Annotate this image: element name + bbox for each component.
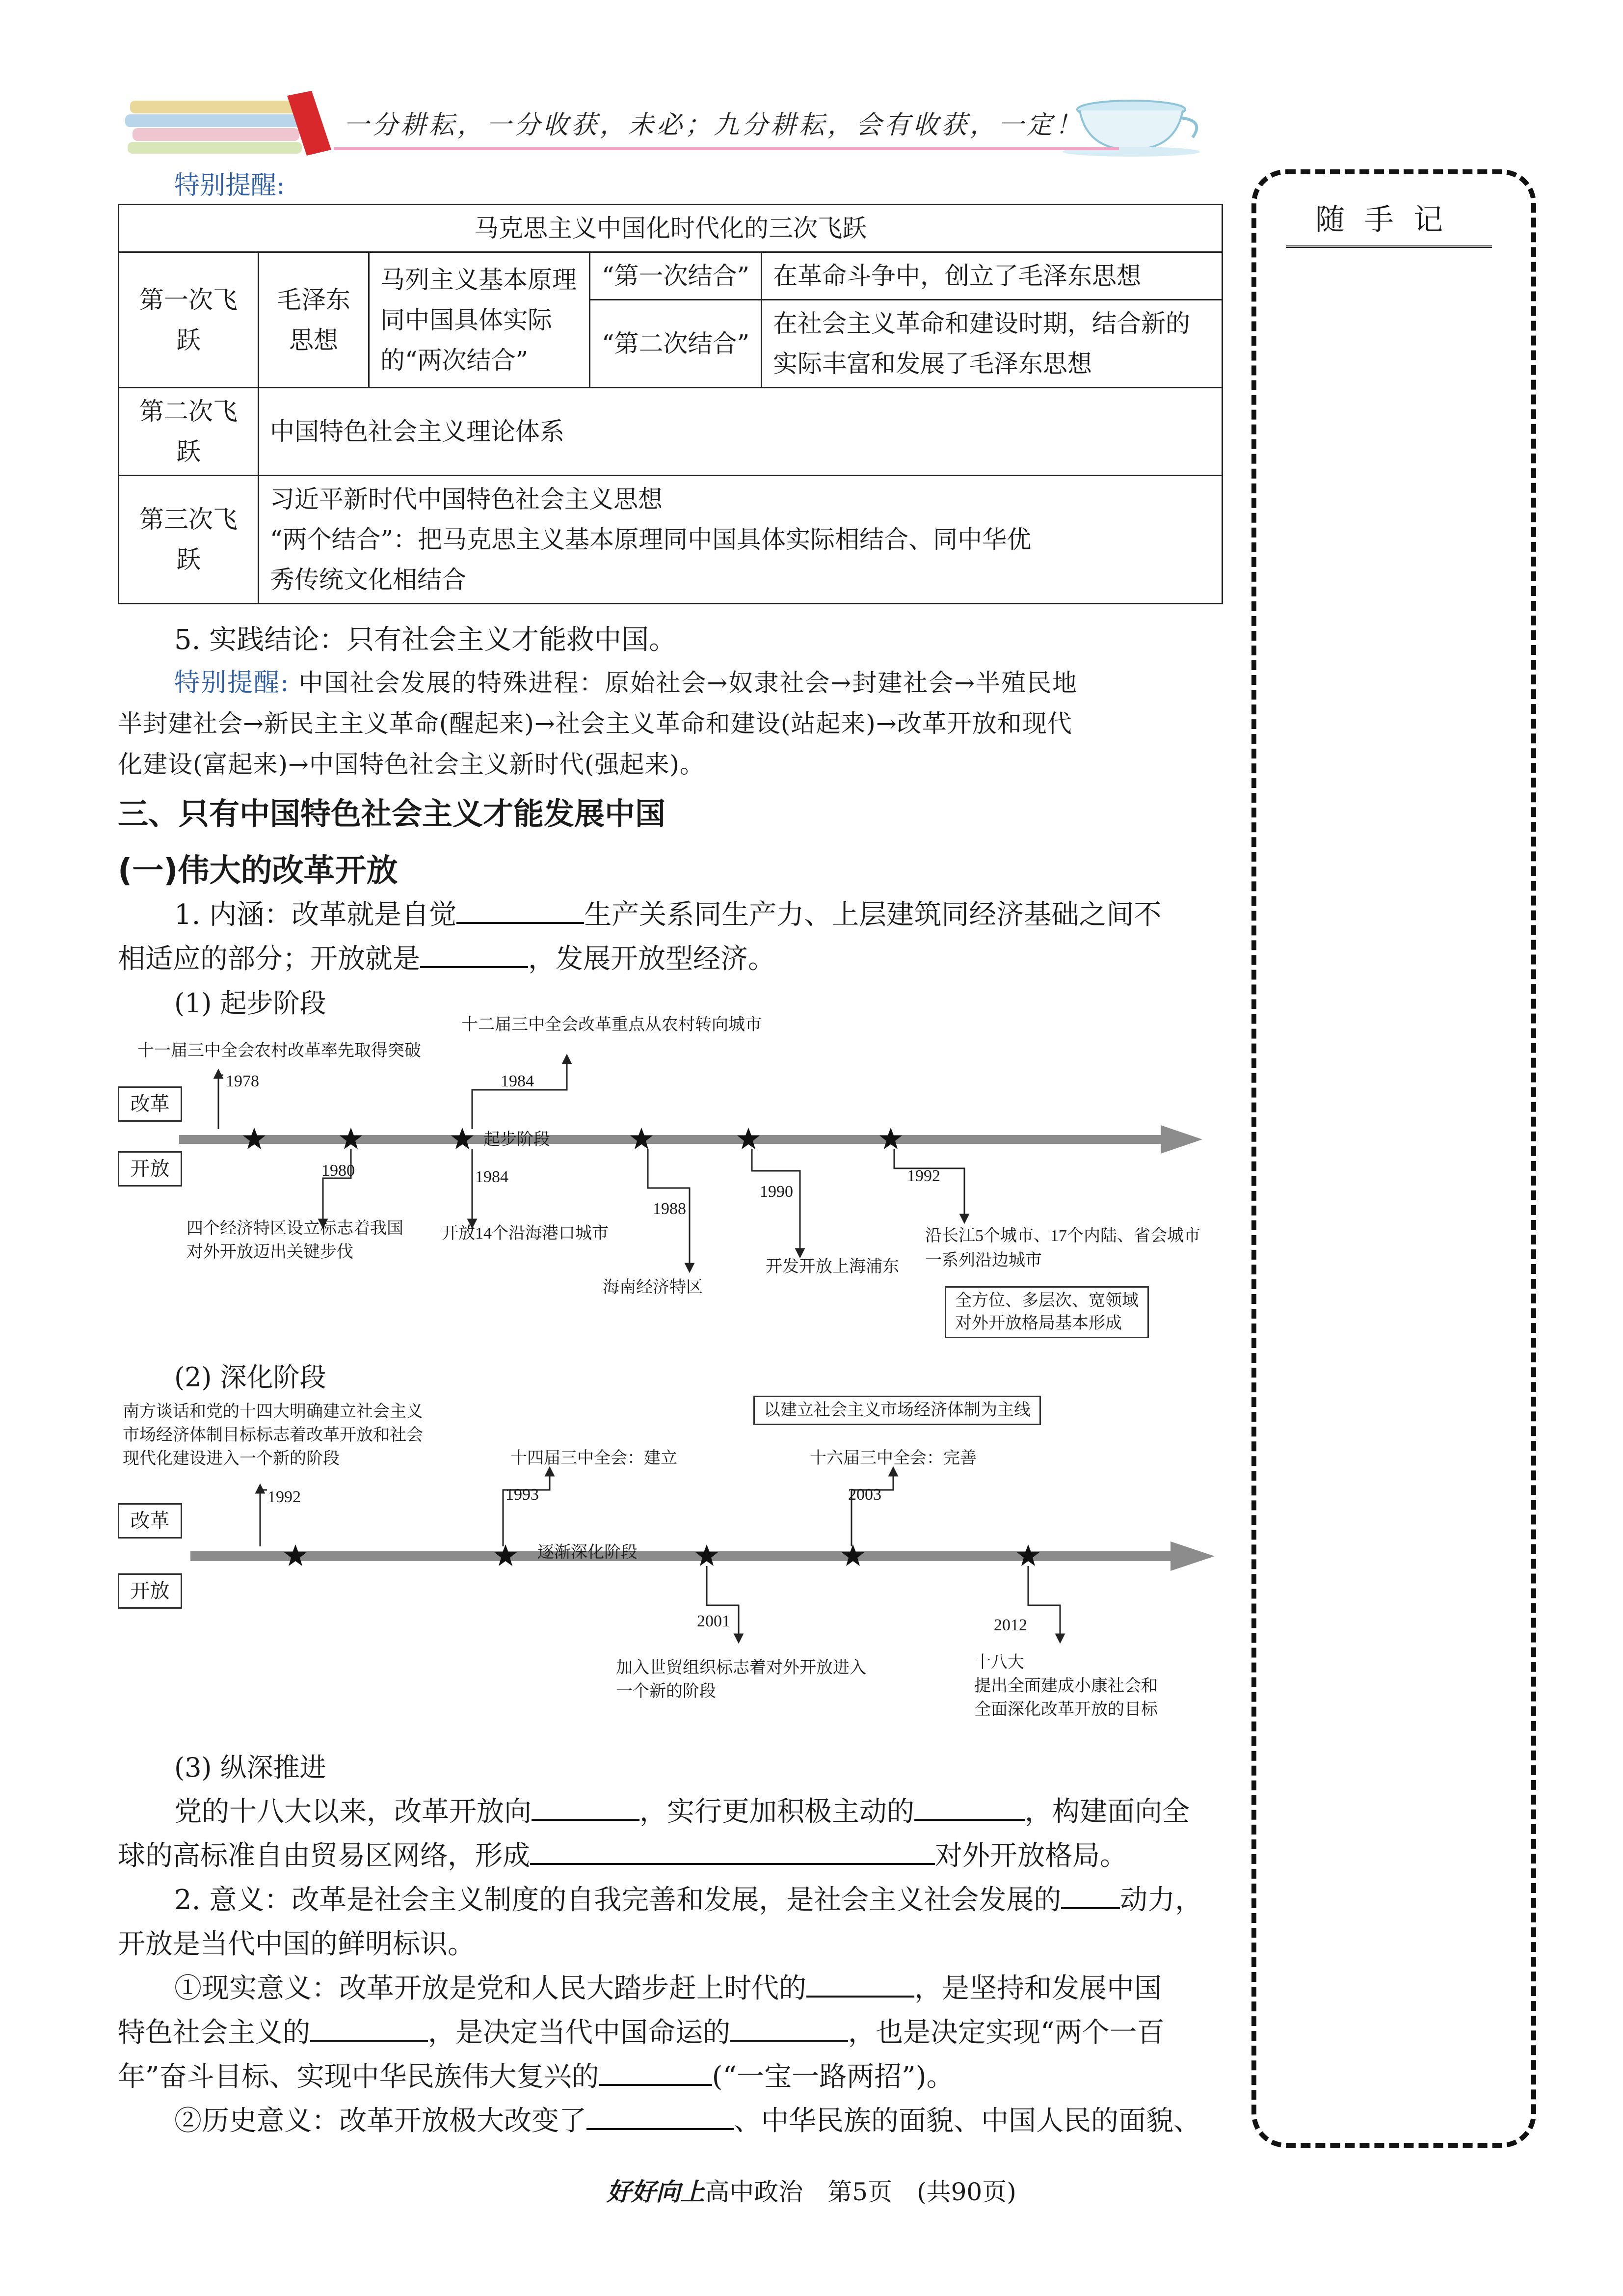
event-1988: 海南经济特区 (603, 1278, 703, 1297)
second-leap-content: 中国特色社会主义理论体系 (259, 388, 1223, 476)
answer-blank[interactable] (599, 2056, 712, 2086)
three-leaps-table (118, 204, 1223, 604)
year-2012: 2012 (994, 1616, 1027, 1634)
year-1978: 1978 (226, 1072, 259, 1090)
event-1992: 现代化建设进入一个新的阶段 (123, 1450, 340, 1468)
pattern-formed-box (945, 1286, 1149, 1338)
event-2001: 一个新的阶段 (616, 1682, 716, 1701)
event-1984-reform: 十二届三中全会改革重点从农村转向城市 (461, 1016, 762, 1034)
connotation-line-2 (118, 937, 775, 982)
answer-blank[interactable] (420, 939, 528, 968)
timeline-connector (218, 1075, 223, 1129)
first-leap-label: 第一次飞跃 (119, 252, 259, 388)
event-1993: 十四届三中全会：建立 (510, 1449, 677, 1467)
year-2001: 2001 (697, 1612, 730, 1630)
reminder-label-2: 特别提醒: (174, 668, 290, 698)
table-row (119, 388, 1223, 476)
notes-sidebar (1251, 169, 1536, 2148)
box-line: 全方位、多层次、宽领域 (955, 1292, 1139, 1310)
event-2001: 加入世贸组织标志着对外开放进入 (616, 1659, 866, 1677)
footer-text: 高中政治 第5页 (共90页) (705, 2178, 1016, 2206)
year-1984-open: 1984 (475, 1168, 508, 1186)
event-1978: 十一届三中全会农村改革率先取得突破 (137, 1042, 421, 1060)
subsection-heading: (一)伟大的改革开放 (118, 853, 398, 889)
footer-brand: 好好向上 (607, 2177, 705, 2206)
significance-text: ，是坚持和发展中国 (914, 1972, 1162, 2004)
stage-arrow-label: 逐渐深化阶段 (537, 1543, 638, 1562)
event-1980: 四个经济特区设立标志着我国 (186, 1219, 403, 1238)
timeline-connector (260, 1490, 267, 1546)
third-leap-label: 第三次飞跃 (119, 476, 259, 604)
answer-blank[interactable] (586, 2101, 734, 2130)
third-leap-content (259, 476, 1223, 604)
significance-text: ，是决定当代中国命运的 (428, 2017, 730, 2049)
stage-arrow-label: 起步阶段 (483, 1131, 550, 1149)
second-combination: “第二次结合” (590, 300, 762, 388)
year-1984-reform: 1984 (501, 1072, 534, 1090)
significance-text: ②历史意义：改革开放极大改变了 (174, 2105, 586, 2137)
significance-text: ①现实意义：改革开放是党和人民大踏步赶上时代的 (174, 1972, 806, 2004)
reminder-2-line: 半封建社会→新民主主义革命(醒起来)→社会主义革命和建设(站起来)→改革开放和现代 (118, 709, 1072, 738)
stage1-heading: (1) 起步阶段 (174, 988, 326, 1019)
answer-blank[interactable] (1061, 1880, 1120, 1909)
reminder-label-1: 特别提醒: (174, 171, 285, 200)
significance-text: 2. 意义：改革是社会主义制度的自我完善和发展，是社会主义社会发展的 (174, 1884, 1062, 1916)
significance-line-3 (174, 1966, 1162, 2011)
reminder-2-line: 中国社会发展的特殊进程：原始社会→奴隶社会→封建社会→半殖民地 (298, 669, 1078, 697)
significance-text: 年”奋斗目标、实现中华民族伟大复兴的 (118, 2061, 599, 2093)
event-2003: 十六届三中全会：完善 (810, 1449, 977, 1467)
timeline-arrow (179, 1125, 1202, 1154)
third-leap-line: “两个结合”：把马克思主义基本原理同中国具体实际相结合、同中华优 (270, 525, 1032, 554)
year-1990: 1990 (760, 1183, 793, 1201)
first-leap-principle: 马列主义基本原理同中国具体实际的“两次结合” (369, 252, 590, 388)
significance-line-6 (174, 2099, 1201, 2144)
year-2003: 2003 (848, 1486, 881, 1504)
table-row (119, 476, 1223, 604)
stage3-line-1 (174, 1789, 1190, 1835)
event-2012: 全面深化改革开放的目标 (974, 1701, 1158, 1719)
event-1980: 对外开放迈出关键步伐 (186, 1243, 353, 1261)
answer-blank[interactable] (914, 1791, 1025, 1821)
arrowhead (1056, 1634, 1064, 1642)
header-motto: 一分耕耘，一分收获，未必；九分耕耘，会有收获，一定！ (344, 110, 1084, 140)
arrowhead (735, 1634, 743, 1642)
significance-line-2: 开放是当代中国的鲜明标识。 (118, 1928, 475, 1960)
main-line-box: 以建立社会主义市场经济体制为主线 (753, 1396, 1041, 1425)
significance-text: 、中华民族的面貌、中国人民的面貌、 (734, 2105, 1201, 2137)
arrowhead (214, 1070, 222, 1078)
event-1984-open: 开放14个沿海港口城市 (442, 1224, 609, 1243)
stage2-heading: (2) 深化阶段 (174, 1362, 326, 1393)
stage3-text: ，实行更加积极主动的 (639, 1796, 914, 1828)
reform-label: 改革 (118, 1086, 182, 1122)
arrowhead (256, 1485, 264, 1493)
first-leap-theory: 毛泽东思想 (259, 252, 369, 388)
event-1992: 沿长江5个城市、17个内陆、省会城市 (925, 1227, 1200, 1245)
reminder-2-line: 化建设(富起来)→中国特色社会主义新时代(强起来)。 (118, 750, 705, 779)
sidebar-title: 随手记 (1286, 196, 1492, 248)
event-2012: 提出全面建成小康社会和 (974, 1677, 1158, 1695)
stage3-line-2 (118, 1834, 1127, 1879)
event-1992: 南方谈话和党的十四大明确建立社会主义 (123, 1403, 423, 1421)
answer-blank[interactable] (730, 2012, 848, 2042)
page-footer (0, 2172, 1623, 2208)
reform-label: 改革 (118, 1503, 182, 1539)
event-1992: 市场经济体制目标标志着改革开放和社会 (123, 1426, 423, 1444)
significance-line-1 (174, 1878, 1202, 1923)
answer-blank[interactable] (532, 1791, 639, 1821)
connotation-text: 1. 内涵：改革就是自觉 (174, 899, 457, 931)
table-row (119, 252, 1223, 300)
year-1992: 1992 (907, 1167, 940, 1185)
stage3-text: 对外开放格局。 (935, 1840, 1127, 1872)
books-icon (125, 101, 302, 154)
stage3-heading: (3) 纵深推进 (174, 1752, 326, 1783)
third-leap-line: 秀传统文化相结合 (270, 566, 466, 594)
significance-text: ，也是决定实现“两个一百 (848, 2017, 1165, 2049)
answer-blank[interactable] (530, 1836, 935, 1865)
stage3-text: 党的十八大以来，改革开放向 (174, 1796, 532, 1828)
year-1992: 1992 (267, 1488, 301, 1506)
year-1988: 1988 (653, 1200, 686, 1218)
arrowhead (960, 1215, 968, 1222)
first-combination-desc: 在革命斗争中，创立了毛泽东思想 (762, 252, 1223, 300)
section-heading: 三、只有中国特色社会主义才能发展中国 (118, 796, 666, 832)
stage3-text: ，构建面向全 (1025, 1796, 1190, 1828)
table-row (119, 205, 1223, 252)
second-combination-desc: 在社会主义革命和建设时期，结合新的实际丰富和发展了毛泽东思想 (762, 300, 1223, 388)
opening-label: 开放 (118, 1573, 182, 1609)
first-combination: “第一次结合” (590, 252, 762, 300)
second-leap-label: 第二次飞跃 (119, 388, 259, 476)
reminder-2 (174, 660, 1078, 705)
arrowhead (563, 1055, 571, 1063)
box-line: 对外开放格局基本形成 (955, 1314, 1122, 1332)
answer-blank[interactable] (806, 1968, 914, 1998)
significance-text: (“一宝一路两招”)。 (712, 2061, 954, 2093)
arrowhead (686, 1264, 693, 1271)
year-1980: 1980 (321, 1162, 355, 1180)
connotation-text: 相适应的部分；开放就是 (118, 943, 420, 975)
connotation-text: 生产关系同生产力、上层建筑同经济基础之间不 (584, 899, 1162, 931)
event-2012: 十八大 (974, 1653, 1024, 1672)
significance-line-4 (118, 2010, 1165, 2055)
significance-text: 特色社会主义的 (118, 2017, 310, 2049)
significance-line-5 (118, 2054, 954, 2100)
opening-label: 开放 (118, 1151, 182, 1187)
answer-blank[interactable] (310, 2012, 428, 2042)
third-leap-line: 习近平新时代中国特色社会主义思想 (270, 485, 663, 513)
table-title: 马克思主义中国化时代化的三次飞跃 (119, 205, 1223, 252)
practice-conclusion: 5. 实践结论：只有社会主义才能救中国。 (174, 624, 677, 656)
connotation-line-1 (174, 892, 1161, 938)
answer-blank[interactable] (456, 894, 584, 924)
year-1993: 1993 (506, 1486, 539, 1504)
significance-text: 动力， (1120, 1884, 1203, 1916)
event-1990: 开发开放上海浦东 (766, 1258, 899, 1276)
connotation-text: ，发展开放型经济。 (528, 943, 775, 975)
stage3-text: 球的高标准自由贸易区网络，形成 (118, 1840, 530, 1872)
timeline-connector (1028, 1566, 1060, 1637)
event-1992: 一系列沿边城市 (925, 1251, 1042, 1270)
